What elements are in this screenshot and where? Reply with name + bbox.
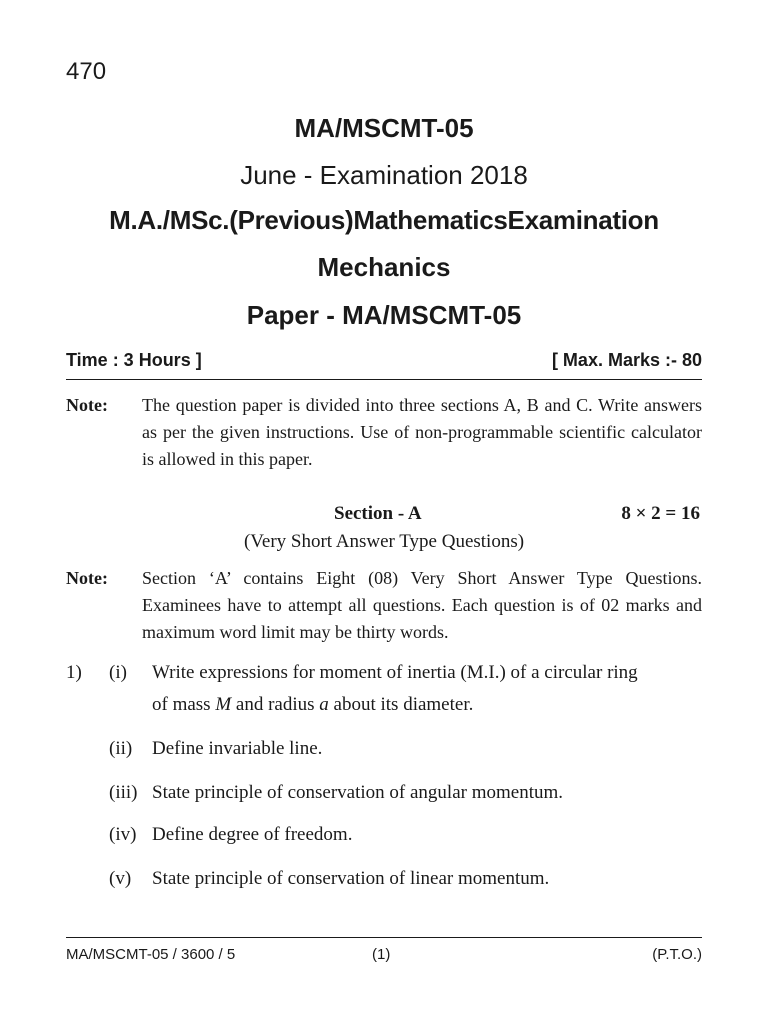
- footer-pto: (P.T.O.): [652, 946, 702, 963]
- exam-meta-row: [66, 350, 702, 371]
- paper-title: Paper - MA/MSCMT-05: [246, 300, 522, 330]
- page-number: 470: [66, 58, 107, 85]
- section-a-note-text: Section ‘A’ contains Eight (08) Very Short Answer Type Questions. Examinees have to attempt all questions. Each question is of 02 marks and maximum word limit may be thirty words.: [142, 568, 702, 642]
- question-part-iv: [0, 819, 768, 851]
- question-part-i: [0, 657, 768, 727]
- part-text: Define degree of freedom.: [152, 824, 353, 845]
- part-label: (ii): [109, 738, 133, 759]
- subject-title: Mechanics: [317, 252, 451, 282]
- part-label: (v): [109, 868, 132, 889]
- question-number: 1): [66, 662, 82, 683]
- mass-variable: M: [215, 694, 232, 715]
- footer-paper-code: MA/MSCMT-05 / 3600 / 5: [66, 946, 236, 963]
- exam-session-title: June - Examination 2018: [240, 160, 528, 190]
- part-label: (iv): [109, 824, 137, 845]
- part-label: (i): [109, 662, 127, 683]
- question-part-ii: [0, 733, 768, 765]
- footer-page-number: (1): [372, 946, 391, 963]
- part-label: (iii): [109, 782, 138, 803]
- header-divider: [66, 379, 702, 380]
- part-text: State principle of conservation of angular momentum.: [152, 782, 564, 803]
- question-part-iii: [0, 777, 768, 809]
- footer-divider: [66, 937, 702, 938]
- section-a-note-label: Note:: [66, 568, 108, 588]
- radius-variable: a: [319, 694, 329, 715]
- section-a-marks: 8 × 2 = 16: [621, 503, 700, 524]
- general-note-label: Note:: [66, 395, 108, 415]
- general-note-text: The question paper is divided into three sections A, B and C. Write answers as per the given instructions. Use of non-programmable scientific calculator is allowed in this paper.: [142, 395, 702, 469]
- part-text: Write expressions for moment of inertia (M.I.) of a circular ring of mass M and radius a about its diameter.: [152, 662, 638, 715]
- paper-code-title: MA/MSCMT-05: [294, 113, 474, 143]
- time-allowed: Time : 3 Hours ]: [66, 350, 202, 370]
- section-a-note: [66, 565, 702, 646]
- part-text: State principle of conservation of linear momentum.: [152, 868, 550, 889]
- question-part-v: [0, 863, 768, 895]
- section-a-subtitle: (Very Short Answer Type Questions): [243, 531, 525, 552]
- degree-title: M.A./MSc.(Previous)MathematicsExamination: [109, 205, 659, 235]
- section-a-title: Section - A: [334, 503, 422, 524]
- general-note: [66, 392, 702, 473]
- max-marks: [ Max. Marks :- 80: [551, 350, 702, 370]
- part-text: Define invariable line.: [152, 738, 323, 759]
